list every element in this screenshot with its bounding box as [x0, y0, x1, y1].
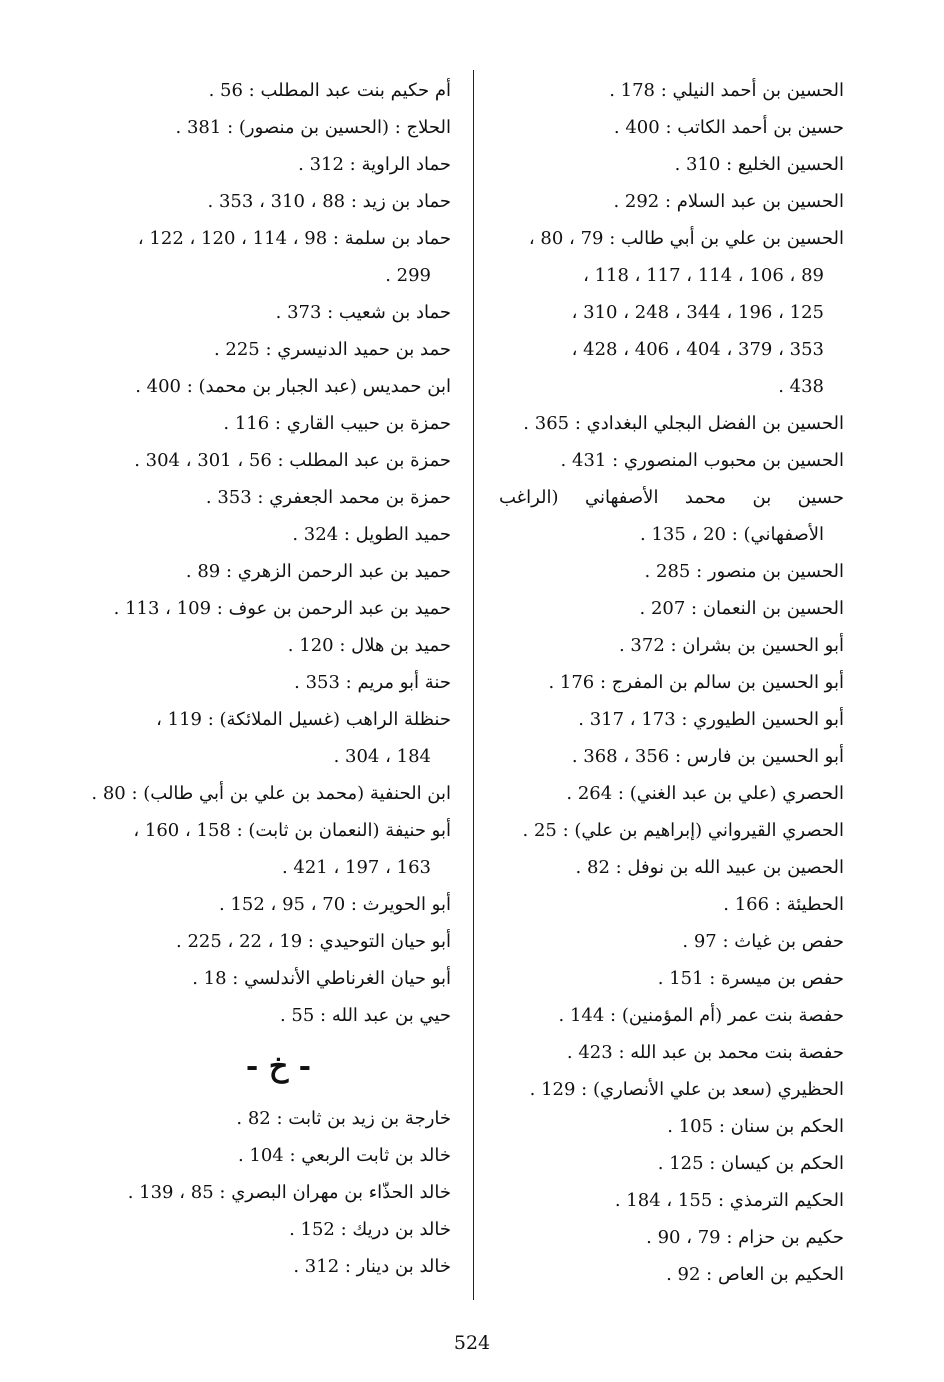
index-entry: خالد بن دريك : 152 . [289, 1219, 451, 1240]
index-entry: حفص بن ميسرة : 151 . [657, 968, 844, 989]
index-entry: حفص بن غياث : 97 . [682, 931, 844, 952]
index-entry: حفصة بنت عمر (أم المؤمنين) : 144 . [558, 1005, 844, 1026]
index-entry: ابن حمديس (عبد الجبار بن محمد) : 400 . [135, 376, 451, 397]
index-entry: أبو الحسين بن بشران : 372 . [618, 635, 844, 656]
index-entry-continuation: 163 ، 197 ، 421 . [281, 857, 431, 878]
index-entry: أبو حنيفة (النعمان بن ثابت) : 158 ، 160 ، [133, 820, 451, 841]
letter-section-heading: - خ - [245, 1049, 312, 1084]
index-entry: حمد بن حميد الدنيسري : 225 . [213, 339, 451, 360]
index-entry: حميد الطويل : 324 . [292, 524, 451, 545]
page-number: 524 [453, 1332, 491, 1354]
column-divider [473, 70, 474, 1300]
index-entry: الحكم بن كيسان : 125 . [657, 1153, 844, 1174]
index-entry: الحسين بن أحمد النيلي : 178 . [609, 80, 844, 101]
index-entry: أبو الحسين الطيوري : 173 ، 317 . [578, 709, 844, 730]
index-entry: ابن الحنفية (محمد بن علي بن أبي طالب) : 80 . [91, 783, 451, 804]
index-column-right [499, 72, 844, 1293]
index-entry: الحصين بن عبيد الله بن نوفل : 82 . [575, 857, 844, 878]
index-entry: خالد بن ثابت الربعي : 104 . [237, 1145, 451, 1166]
index-entry: حيي بن عبد الله : 55 . [279, 1005, 451, 1026]
index-entry: الحكيم بن العاص : 92 . [666, 1264, 844, 1285]
index-entry: أبو الحسين بن سالم بن المفرج : 176 . [548, 672, 844, 693]
index-entry: حنة أبو مريم : 353 . [294, 672, 451, 693]
index-entry: حماد بن سلمة : 98 ، 114 ، 120 ، 122 ، [137, 228, 451, 249]
index-entry: حنظلة الراهب (غسيل الملائكة) : 119 ، [156, 709, 451, 730]
index-entry: حسين بن محمد الأصفهاني (الراغب [499, 487, 844, 508]
index-entry: الحصري القيرواني (إبراهيم بن علي) : 25 . [522, 820, 844, 841]
index-entry: حسين بن أحمد الكاتب : 400 . [613, 117, 844, 138]
index-entry: حميد بن عبد الرحمن بن عوف : 109 ، 113 . [113, 598, 451, 619]
index-entry-continuation: 438 . [778, 376, 824, 397]
index-entry: الحسين بن علي بن أبي طالب : 79 ، 80 ، [528, 228, 844, 249]
index-entry: الحصري (علي بن عبد الغني) : 264 . [566, 783, 844, 804]
index-entry: حمزة بن عبد المطلب : 56 ، 301 ، 304 . [134, 450, 451, 471]
index-entry-continuation: 353 ، 379 ، 404 ، 406 ، 428 ، [571, 339, 824, 360]
index-entry: الحكيم الترمذي : 155 ، 184 . [614, 1190, 844, 1211]
index-entry: خارجة بن زيد بن ثابت : 82 . [236, 1108, 451, 1129]
index-entry: الحسين بن الفضل البجلي البغدادي : 365 . [523, 413, 844, 434]
index-entry: الحلاج : (الحسين بن منصور) : 381 . [175, 117, 451, 138]
index-entry: الحسين بن محبوب المنصوري : 431 . [560, 450, 844, 471]
index-entry: أم حكيم بنت عبد المطلب : 56 . [208, 80, 451, 101]
index-entry: الحسين بن عبد السلام : 292 . [613, 191, 844, 212]
index-entry: أبو الحويرث : 70 ، 95 ، 152 . [219, 894, 451, 915]
index-entry-continuation: 184 ، 304 . [333, 746, 431, 767]
index-entry: حماد بن شعيب : 373 . [275, 302, 451, 323]
index-entry: الحسين بن النعمان : 207 . [639, 598, 844, 619]
index-entry: خالد بن دينار : 312 . [293, 1256, 451, 1277]
index-entry: الحسين الخليع : 310 . [674, 154, 844, 175]
index-entry-continuation: الأصفهاني) : 20 ، 135 . [640, 524, 824, 545]
index-entry: حكيم بن حزام : 79 ، 90 . [646, 1227, 844, 1248]
index-entry-continuation: 89 ، 106 ، 114 ، 117 ، 118 ، [583, 265, 824, 286]
index-entry: أبو حيان التوحيدي : 19 ، 22 ، 225 . [176, 931, 451, 952]
index-column-left [91, 72, 451, 1285]
index-entry: حماد بن زيد : 88 ، 310 ، 353 . [207, 191, 451, 212]
index-entry: الحكم بن سنان : 105 . [667, 1116, 844, 1137]
index-entry: الحطيئة : 166 . [723, 894, 844, 915]
index-entry: حميد بن عبد الرحمن الزهري : 89 . [185, 561, 451, 582]
index-entry: خالد الحذّاء بن مهران البصري : 85 ، 139 . [127, 1182, 451, 1203]
index-entry: حمزة بن حبيب القاري : 116 . [223, 413, 451, 434]
index-entry: حماد الراوية : 312 . [298, 154, 451, 175]
index-entry-continuation: 299 . [385, 265, 431, 286]
index-entry: حفصة بنت محمد بن عبد الله : 423 . [566, 1042, 844, 1063]
index-entry: أبو الحسين بن فارس : 356 ، 368 . [571, 746, 844, 767]
index-entry-continuation: 125 ، 196 ، 344 ، 248 ، 310 ، [571, 302, 824, 323]
index-entry: حمزة بن محمد الجعفري : 353 . [205, 487, 451, 508]
index-entry: الحظيري (سعد بن علي الأنصاري) : 129 . [529, 1079, 844, 1100]
index-entry: حميد بن هلال : 120 . [287, 635, 451, 656]
index-entry: أبو حيان الغرناطي الأندلسي : 18 . [192, 968, 451, 989]
index-entry: الحسين بن منصور : 285 . [644, 561, 844, 582]
